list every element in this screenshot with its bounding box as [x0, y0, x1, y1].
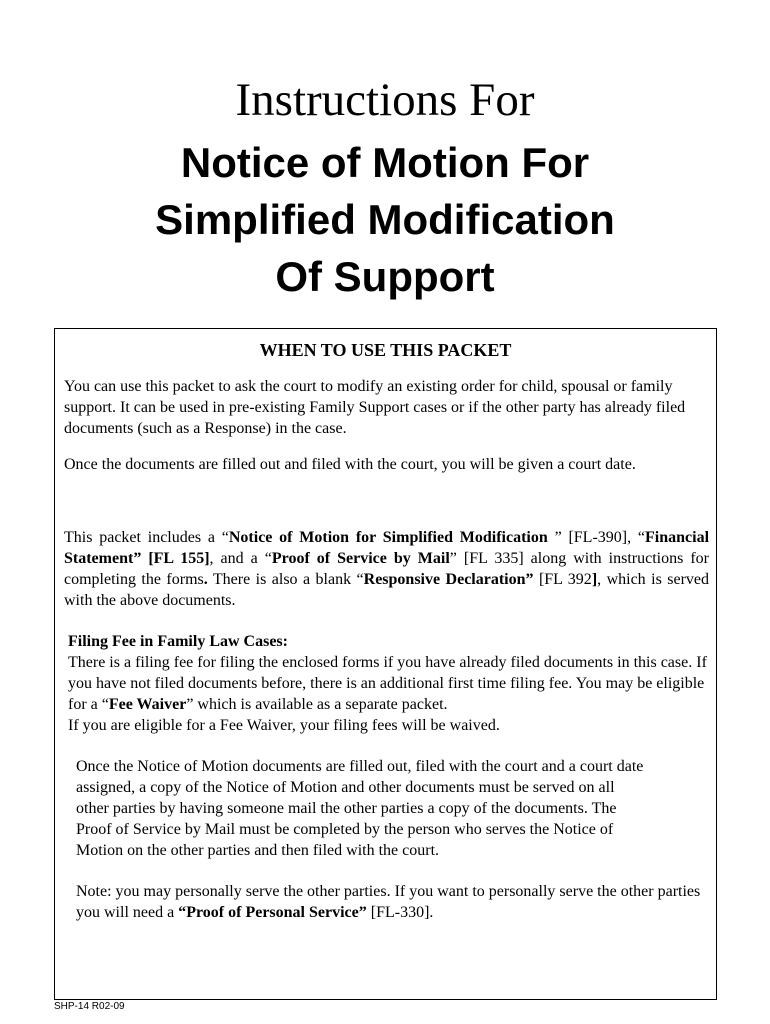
service-line-3: other parties by having someone mail the other parties a copy of the documents. The	[76, 800, 617, 817]
form-name-proof-of-service-mail: Proof of Service by Mail	[271, 550, 450, 567]
filing-fee-heading: Filing Fee in Family Law Cases:	[68, 633, 288, 650]
title-line-simplified: Simplified Modification	[155, 196, 615, 243]
text-segment: If you are eligible for a Fee Waiver, your filing fees will be waived.	[68, 717, 500, 734]
text-segment: This packet includes a “	[64, 529, 229, 546]
form-name-responsive-declaration: Responsive Declaration”	[363, 571, 534, 588]
service-line-2: assigned, a copy of the Notice of Motion and other documents must be served on all	[76, 779, 615, 796]
form-code-footer: SHP-14 R02-09	[54, 1001, 125, 1012]
packet-info-box	[54, 328, 717, 1000]
filing-fee-paragraph	[68, 631, 708, 736]
text-segment: ” which is available as a separate packet.	[186, 696, 448, 713]
service-line-5: Motion on the other parties and then filed with the court.	[76, 842, 440, 859]
text-segment: , which is served with the above documents.	[64, 571, 710, 609]
text-segment: ” [FL 335] along with instructions for completing the forms	[64, 550, 709, 588]
text-segment: Note: you may personally serve the other parties. If you want to personally serve the other parties you will need a	[76, 883, 701, 921]
form-name-notice-of-motion: Notice of Motion for Simplified Modification	[228, 529, 548, 546]
title-line-notice: Notice of Motion For	[180, 139, 590, 186]
court-date-paragraph: Once the documents are filled out and filed with the court, you will be given a court date.	[64, 456, 636, 473]
title-line-support: Of Support	[275, 253, 495, 300]
document-title	[0, 66, 770, 305]
text-segment: [FL-330].	[366, 904, 434, 921]
form-name-financial-statement: Financial Statement” [FL 155]	[64, 529, 710, 567]
title-line-instructions: Instructions For	[235, 74, 535, 126]
form-name-proof-of-personal-service: “Proof of Personal Service”	[178, 904, 367, 921]
service-line-4: Proof of Service by Mail must be completed by the person who serves the Notice of	[76, 821, 614, 838]
text-segment: There is a filing fee for filing the enclosed forms if you have already filed documents in this case. If you have not filed documents before, there is an additional first time filing fee. You may be eligible for a “	[68, 654, 707, 713]
packet-contents-paragraph	[64, 527, 709, 611]
service-line-1: Once the Notice of Motion documents are filled out, filed with the court and a court date	[76, 758, 644, 775]
fee-waiver-term: Fee Waiver	[108, 696, 187, 713]
personal-service-note	[76, 881, 706, 923]
intro-paragraph: You can use this packet to ask the court to modify an existing order for child, spousal or family support. It can be used in pre-existing Family Support cases or if the other party has already filed documents (such as a Response) in the case.	[64, 378, 686, 437]
text-segment: [FL 392	[533, 571, 592, 588]
box-heading: WHEN TO USE THIS PACKET	[259, 340, 512, 360]
service-paragraph	[76, 756, 721, 861]
bold-period: .	[203, 571, 208, 588]
text-segment: , and a “	[209, 550, 272, 567]
bold-bracket: ]	[591, 571, 598, 588]
text-segment: ” [FL-390], “	[547, 529, 645, 546]
text-segment: There is also a blank “	[207, 571, 364, 588]
